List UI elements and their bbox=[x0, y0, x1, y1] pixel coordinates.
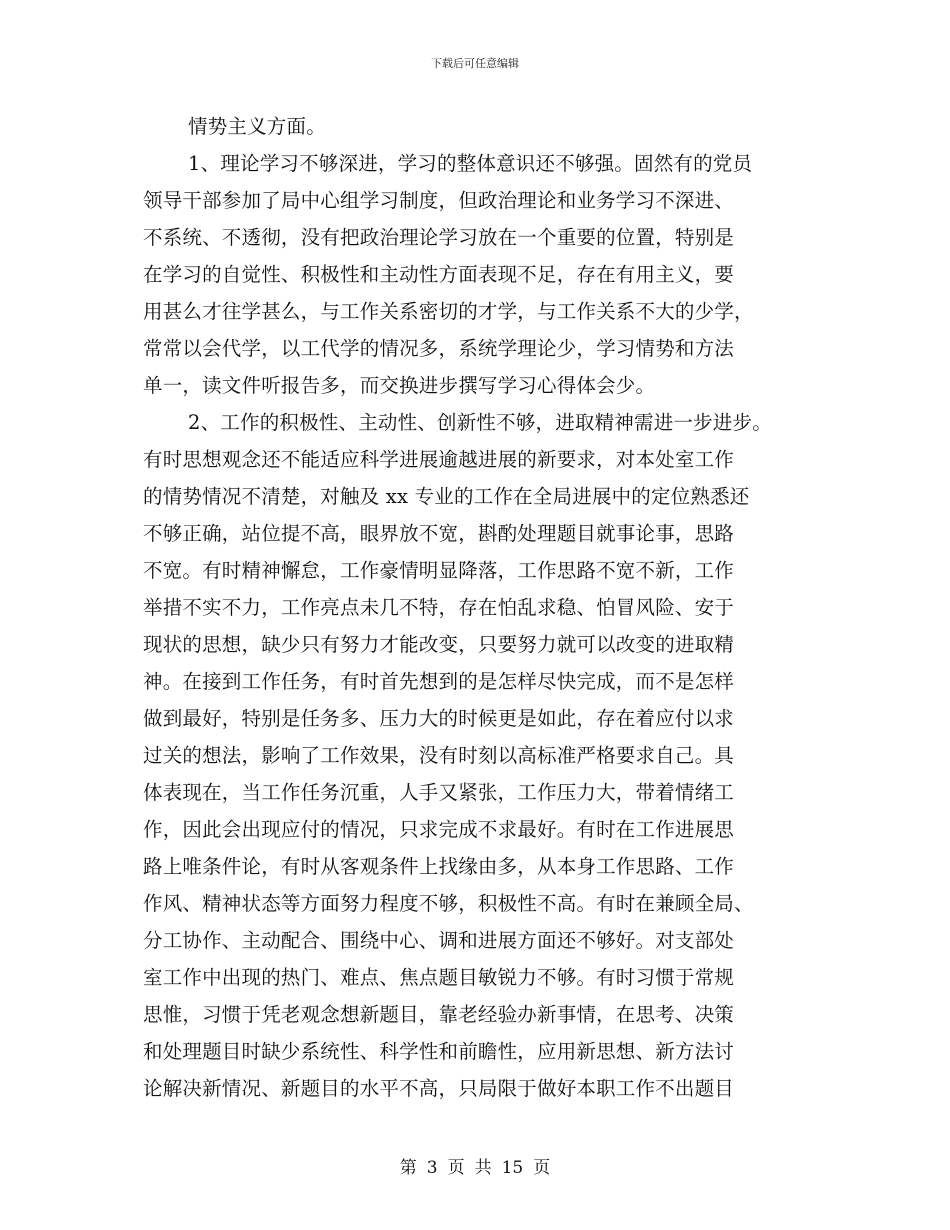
page-header: 下载后可任意编辑 bbox=[431, 57, 519, 70]
text-line: 1、理论学习不够深进，学习的整体意识还不够强。固然有的党员 bbox=[188, 152, 753, 175]
page-footer bbox=[0, 1153, 950, 1178]
text-line: 做到最好，特别是任务多、压力大的时候更是如此，存在着应付以求 bbox=[143, 707, 735, 730]
document-body bbox=[143, 108, 843, 1107]
footer-gong: 共 bbox=[474, 1158, 492, 1178]
text-line: 神。在接到工作任务，有时首先想到的是怎样尽快完成，而不是怎样 bbox=[143, 670, 735, 693]
text-line: 不宽。有时精神懈怠，工作豪情明显降落，工作思路不宽不新，工作 bbox=[143, 559, 735, 582]
text-line: 用甚么才往学甚么，与工作关系密切的才学，与工作关系不大的少学， bbox=[143, 300, 754, 323]
text-line: 作风、精神状态等方面努力程度不够，积极性不高。有时在兼顾全局、 bbox=[143, 892, 754, 915]
text-line: 有时思想观念还不能适应科学进展逾越进展的新要求，对本处室工作 bbox=[143, 448, 735, 471]
text-line: 2、工作的积极性、主动性、创新性不够，进取精神需进一步进步。 bbox=[188, 411, 772, 434]
text-line: 和处理题目时缺少系统性、科学性和前瞻性，应用新思想、新方法讨 bbox=[143, 1040, 735, 1063]
text-line: 体表现在，当工作任务沉重，人手又紧张，工作压力大，带着情绪工 bbox=[143, 781, 735, 804]
text-line: 领导干部参加了局中心组学习制度，但政治理论和业务学习不深进、 bbox=[143, 189, 735, 212]
footer-di: 第 bbox=[399, 1158, 417, 1178]
text-line: 单一，读文件听报告多，而交换进步撰写学习心得体会少。 bbox=[143, 374, 656, 397]
page-total: 15 bbox=[501, 1158, 524, 1178]
text-line: 路上唯条件论，有时从客观条件上找缘由多，从本身工作思路、工作 bbox=[143, 855, 735, 878]
text-line: 不够正确，站位提不高，眼界放不宽，斟酌处理题目就事论事，思路 bbox=[143, 522, 735, 545]
text-line: 在学习的自觉性、积极性和主动性方面表现不足，存在有用主义，要 bbox=[143, 263, 735, 286]
text-line: 常常以会代学，以工代学的情况多，系统学理论少，学习情势和方法 bbox=[143, 337, 735, 360]
text-line: 现状的思想，缺少只有努力才能改变，只要努力就可以改变的进取精 bbox=[143, 633, 735, 656]
page-number: 3 bbox=[426, 1158, 438, 1178]
text-line: 分工协作、主动配合、围绕中心、调和进展方面还不够好。对支部处 bbox=[143, 929, 735, 952]
text-line: 的情势情况不清楚，对触及 xx 专业的工作在全局进展中的定位熟悉还 bbox=[143, 485, 750, 508]
text-line: 情势主义方面。 bbox=[188, 115, 326, 138]
text-line: 不系统、不透彻，没有把政治理论学习放在一个重要的位置，特别是 bbox=[143, 226, 735, 249]
footer-ye: 页 bbox=[447, 1158, 465, 1178]
text-line: 举措不实不力，工作亮点未几不特，存在怕乱求稳、怕冒风险、安于 bbox=[143, 596, 735, 619]
text-line: 过关的想法，影响了工作效果，没有时刻以高标准严格要求自己。具 bbox=[143, 744, 735, 767]
text-line: 思惟，习惯于凭老观念想新题目，靠老经验办新事情，在思考、决策 bbox=[143, 1003, 735, 1026]
text-line: 论解决新情况、新题目的水平不高，只局限于做好本职工作不出题目 bbox=[143, 1077, 735, 1100]
footer-ye-2: 页 bbox=[533, 1158, 551, 1178]
text-line: 室工作中出现的热门、难点、焦点题目敏锐力不够。有时习惯于常规 bbox=[143, 966, 735, 989]
text-line: 作，因此会出现应付的情况，只求完成不求最好。有时在工作进展思 bbox=[143, 818, 735, 841]
